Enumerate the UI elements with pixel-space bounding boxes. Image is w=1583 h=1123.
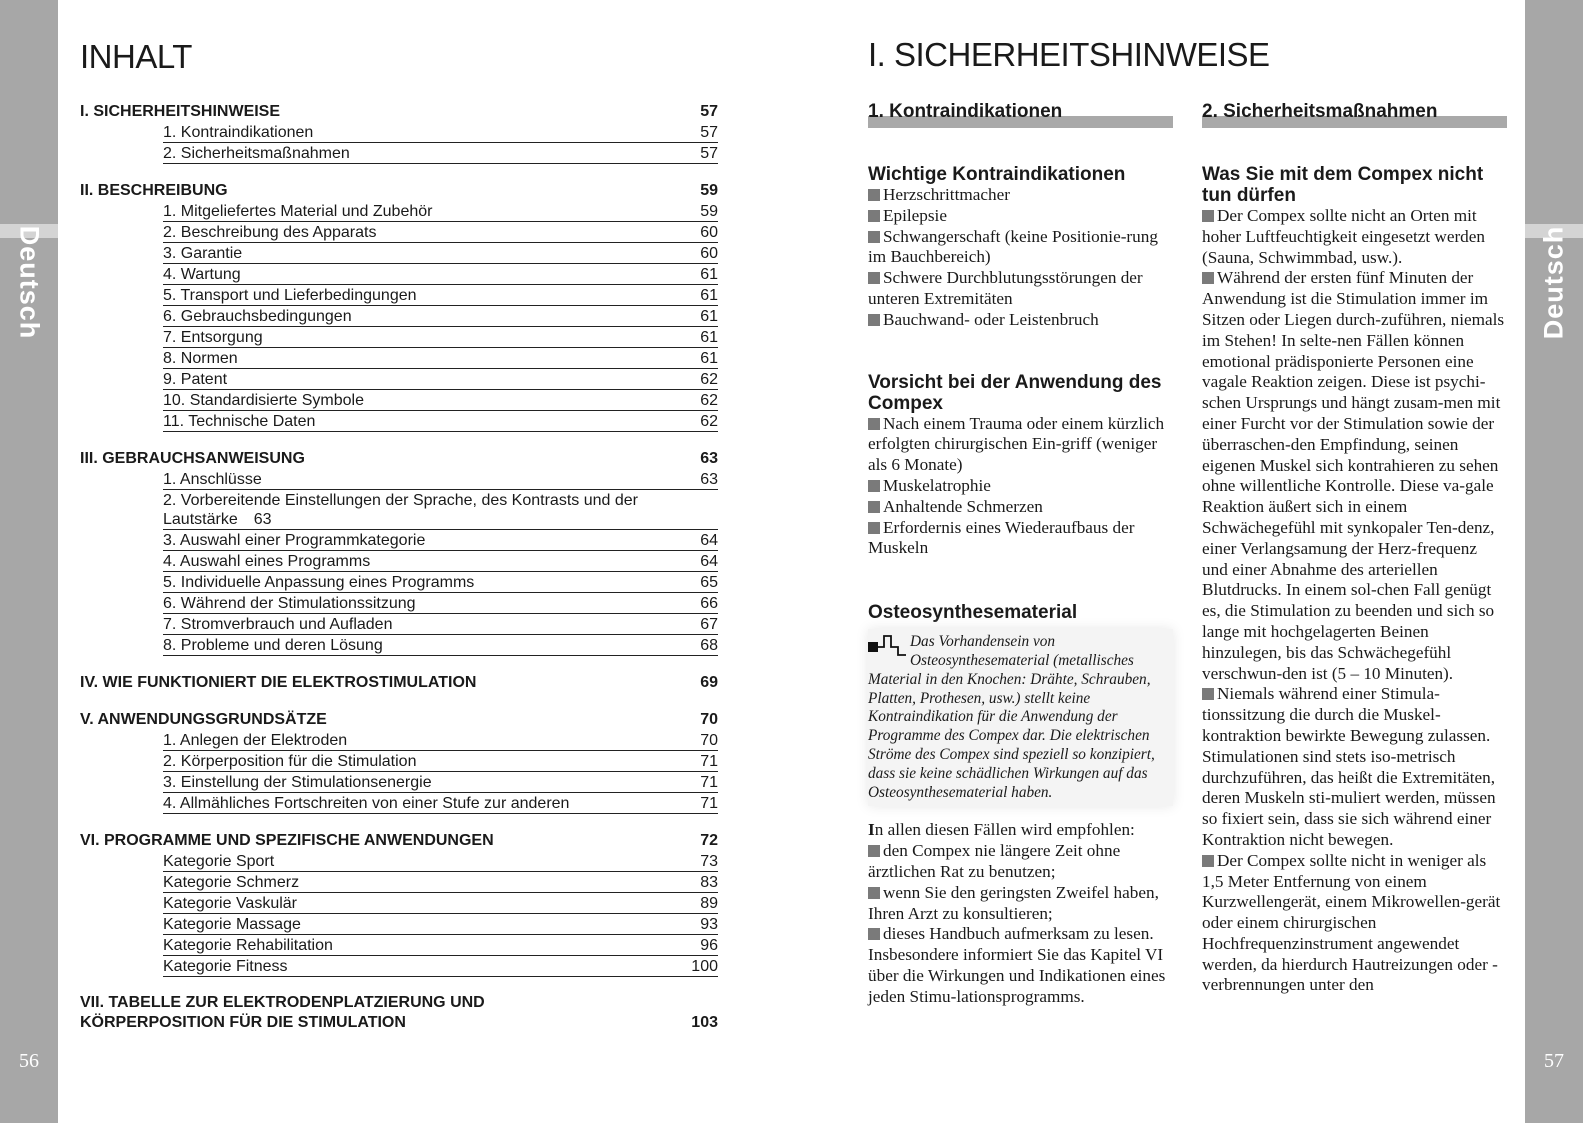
toc-items xyxy=(80,731,718,814)
list-item-text: Bauchwand- oder Leistenbruch xyxy=(883,309,1099,329)
toc-section-heading[interactable] xyxy=(80,710,718,730)
bullet-list xyxy=(868,414,1173,560)
toc-entry-page: 96 xyxy=(700,937,718,954)
toc-section-title: VII. TABELLE ZUR ELEKTRODENPLATZIERUNG UND xyxy=(80,994,485,1011)
square-bullet-icon xyxy=(868,928,880,940)
toc-section xyxy=(80,673,718,693)
toc-section xyxy=(80,710,718,814)
toc-entry[interactable] xyxy=(163,531,718,551)
toc-entry-page: 63 xyxy=(700,471,718,488)
list-item-text: Muskelatrophie xyxy=(883,475,991,495)
list-item-text: Schwere Durchblutungsstörungen der unteren Extremitäten xyxy=(868,268,1143,308)
note-text: Das Vorhandensein von Osteosynthesematerial (metallisches Material in den Knochen: Drähte, Schrauben, Platten, Prothesen, usw.) stellt keine Kontraindikation für die Anwendung der Programme des Compex dar. Die elektrischen Ströme des Compex sind speziell so konzipiert, dass sie keine schädlichen Wirkungen auf das Osteosynthesematerial haben. xyxy=(868,633,1155,801)
toc-entry-page: 66 xyxy=(700,595,718,612)
list-item-text: Niemals während einer Stimula-tionssitzung die durch die Muskel-kontraktion bewirkte Bewegung zulassen. Stimulationen sind stets iso-metrisch durchzuführen, das heißt die Extremitäten, deren Muskeln sti-muliert werden, müssen so fixiert sein, dass sie sich während einer Kontraktion nicht bewegen. xyxy=(1202,684,1496,849)
toc-entry-label: Kategorie Schmerz xyxy=(163,874,300,891)
toc-entry[interactable] xyxy=(163,265,718,285)
toc-sections xyxy=(80,102,718,977)
toc-entry-page: 64 xyxy=(700,532,718,549)
toc-section-page: 59 xyxy=(700,182,718,199)
list-item xyxy=(868,518,1173,560)
language-tab-right: Deutsch xyxy=(1538,225,1569,339)
toc-entry-page: 89 xyxy=(700,895,718,912)
toc-entry-page: 71 xyxy=(700,774,718,791)
toc-entry[interactable] xyxy=(163,752,718,772)
toc-entry[interactable] xyxy=(163,615,718,635)
toc-section xyxy=(80,449,718,656)
toc-entry-label: 2. Beschreibung des Apparats xyxy=(163,224,377,241)
toc-entry[interactable] xyxy=(163,636,718,656)
square-bullet-icon xyxy=(868,501,880,513)
toc-entry-label: 10. Standardisierte Symbole xyxy=(163,392,364,409)
square-bullet-icon xyxy=(868,522,880,534)
toc-entry[interactable] xyxy=(163,144,718,164)
toc-section-title: VI. PROGRAMME UND SPEZIFISCHE ANWENDUNGEN xyxy=(80,832,494,849)
note-box xyxy=(868,629,1173,806)
section-heading-bar xyxy=(1202,100,1507,130)
list-item xyxy=(868,414,1173,476)
toc-entry-page: 65 xyxy=(700,574,718,591)
square-bullet-icon xyxy=(1202,210,1214,222)
list-item-text: dieses Handbuch aufmerksam zu lesen. Insbesondere informiert Sie das Kapitel VI über die Wirkungen und Indikationen eines jeden Stimu-lationsprogramms. xyxy=(868,924,1166,1006)
list-item-text: Der Compex sollte nicht in weniger als 1,5 Meter Entfernung von einem Kurzwellengerät, einem Mikrowellen-gerät oder einem chirurgischen Hochfrequenzinstrument angewendet werden, da hierdurch Hautreizungen oder -verbrennungen unter den xyxy=(1202,850,1501,995)
toc-section-title: IV. WIE FUNKTIONIERT DIE ELEKTROSTIMULATION xyxy=(80,674,477,691)
toc-entry[interactable] xyxy=(163,470,718,490)
list-item-text: Anhaltende Schmerzen xyxy=(883,496,1043,516)
toc-entry[interactable] xyxy=(163,328,718,348)
toc-section xyxy=(80,102,718,164)
toc-section-title: KÖRPERPOSITION FÜR DIE STIMULATION xyxy=(80,1014,406,1031)
toc-entry[interactable] xyxy=(163,370,718,390)
list-item-text: Während der ersten fünf Minuten der Anwendung ist die Stimulation immer im Sitzen oder Liegen durch-zuführen, niemals im Stehen! In selte-nen Fällen können emotional prädisponierte Personen eine vagale Reaktion zeigen. Diese ist psychi-schen Ursprungs und hängt zusam-men mit einer Furcht vor der Stimulation sowie der überraschen-den Empfindung, seinen eigenen Muskel sich kontrahieren zu sehen ohne willentliche Kontrolle. Diese va-gale Reaktion äußert sich in einem Schwächegefühl mit synkopaler Ten-denz, einer Verlangsamung der Herz-frequenz und einer Abnahme des arteriellen Blutdrucks. In einem sol-chen Fall genügt es, die Stimulation zu beenden und sich so lange mit hochgelagerten Beinen hinzulegen, bis das Schwächegefühl verschwun-den ist (5 – 10 Minuten). xyxy=(1202,268,1505,683)
list-item xyxy=(1202,851,1507,997)
right-margin-band xyxy=(1525,0,1583,1123)
toc-entry-label: Kategorie Fitness xyxy=(163,958,288,975)
square-bullet-icon xyxy=(868,189,880,201)
bullet-list xyxy=(868,185,1173,331)
list-item xyxy=(1202,206,1507,268)
toc-entry-label: 4. Wartung xyxy=(163,266,241,283)
list-item-text: Nach einem Trauma oder einem kürzlich erfolgten chirurgischen Ein-griff (weniger als 6 Monate) xyxy=(868,413,1165,475)
note-icon xyxy=(868,633,908,659)
list-item xyxy=(868,310,1173,331)
toc-entry-label: 8. Normen xyxy=(163,350,238,367)
toc-entry[interactable] xyxy=(163,894,718,914)
toc-entry[interactable] xyxy=(163,573,718,593)
toc-entry-page: 61 xyxy=(700,350,718,367)
toc-entry-page: 93 xyxy=(700,916,718,933)
toc-entry-label: 3. Auswahl einer Programmkategorie xyxy=(163,532,426,549)
toc-section-heading[interactable] xyxy=(80,673,718,693)
language-tab-left: Deutsch xyxy=(14,225,45,339)
page-title: I. SICHERHEITSHINWEISE xyxy=(868,36,1270,73)
toc-section-heading[interactable] xyxy=(80,831,718,851)
subheading: Wichtige Kontraindikationen xyxy=(868,164,1126,185)
toc-entry-label: Kategorie Sport xyxy=(163,853,275,870)
toc-entry-page: 61 xyxy=(700,266,718,283)
list-item xyxy=(868,206,1173,227)
intro-text: n allen diesen Fällen wird empfohlen: xyxy=(874,820,1135,840)
toc-section-page: 69 xyxy=(700,674,718,691)
toc-entry-page: 83 xyxy=(700,874,718,891)
list-item-text: wenn Sie den geringsten Zweifel haben, Ihren Arzt zu konsultieren; xyxy=(868,882,1159,923)
toc-section-title: V. ANWENDUNGSGRUNDSÄTZE xyxy=(80,711,327,728)
toc-entry[interactable] xyxy=(163,852,718,872)
table-of-contents xyxy=(80,38,718,1050)
toc-entry-label: 11. Technische Daten xyxy=(163,413,316,430)
toc-entry[interactable] xyxy=(163,794,718,814)
toc-section xyxy=(80,181,718,432)
toc-entry-label: 8. Probleme und deren Lösung xyxy=(163,637,383,654)
toc-entry-page: 59 xyxy=(700,203,718,220)
toc-entry-label: 1. Anlegen der Elektroden xyxy=(163,732,348,749)
toc-entry-page: 62 xyxy=(700,392,718,409)
toc-entry-label: 2. Sicherheitsmaßnahmen xyxy=(163,145,350,162)
toc-entry[interactable] xyxy=(163,957,718,977)
square-bullet-icon xyxy=(868,480,880,492)
toc-entry-page: 100 xyxy=(691,958,718,975)
toc-entry[interactable] xyxy=(163,936,718,956)
square-bullet-icon xyxy=(868,887,880,899)
toc-entry[interactable] xyxy=(163,123,718,143)
toc-entry-page: 71 xyxy=(700,795,718,812)
toc-section-heading[interactable] xyxy=(80,181,718,201)
page-number-left: 56 xyxy=(19,1050,39,1072)
toc-entry-page: 70 xyxy=(700,732,718,749)
toc-section-heading[interactable] xyxy=(80,449,718,469)
toc-entry[interactable] xyxy=(163,412,718,432)
list-item xyxy=(868,883,1173,925)
toc-entry[interactable] xyxy=(163,202,718,222)
list-item xyxy=(868,185,1173,206)
section-heading-bar xyxy=(868,100,1173,130)
toc-entry-label: 1. Mitgeliefertes Material und Zubehör xyxy=(163,203,433,220)
toc-entry[interactable] xyxy=(163,349,718,369)
toc-entry[interactable] xyxy=(163,491,718,530)
bullet-list xyxy=(1202,206,1507,996)
toc-section-heading[interactable] xyxy=(80,102,718,122)
toc-items xyxy=(80,202,718,432)
toc-entry-label: 7. Entsorgung xyxy=(163,329,263,346)
toc-title: INHALT xyxy=(80,38,192,75)
toc-entry-label: 6. Während der Stimulationssitzung xyxy=(163,595,416,612)
toc-section-title: I. SICHERHEITSHINWEISE xyxy=(80,103,281,120)
toc-entry[interactable] xyxy=(163,244,718,264)
toc-entry[interactable] xyxy=(163,552,718,572)
toc-entry-label: 1. Anschlüsse xyxy=(163,471,262,488)
toc-entry-page: 61 xyxy=(700,287,718,304)
toc-entry-page: 61 xyxy=(700,329,718,346)
list-item xyxy=(1202,268,1507,684)
bullet-list xyxy=(868,841,1173,1007)
toc-entry-page: 60 xyxy=(700,224,718,241)
section-heading: 2. Sicherheitsmaßnahmen xyxy=(1202,101,1438,122)
toc-entry-label: Kategorie Rehabilitation xyxy=(163,937,333,954)
square-bullet-icon xyxy=(1202,688,1214,700)
toc-section-page: 57 xyxy=(700,103,718,120)
toc-entry-label: 6. Gebrauchsbedingungen xyxy=(163,308,352,325)
toc-entry[interactable] xyxy=(163,286,718,306)
toc-entry-label: 5. Individuelle Anpassung eines Programms xyxy=(163,574,475,591)
toc-section-page: 70 xyxy=(700,711,718,728)
toc-entry-page: 71 xyxy=(700,753,718,770)
toc-entry-page: 62 xyxy=(700,413,718,430)
toc-section-page: 103 xyxy=(691,1014,718,1031)
toc-entry-label: 1. Kontraindikationen xyxy=(163,124,314,141)
toc-entry-label: Kategorie Vaskulär xyxy=(163,895,297,912)
toc-entry-label: 7. Stromverbrauch und Aufladen xyxy=(163,616,393,633)
list-item-text: Erfordernis eines Wiederaufbaus der Muskeln xyxy=(868,517,1135,558)
toc-entry[interactable] xyxy=(163,773,718,793)
toc-items xyxy=(80,470,718,656)
toc-items xyxy=(80,852,718,977)
toc-section-title: II. BESCHREIBUNG xyxy=(80,182,228,199)
toc-section xyxy=(80,831,718,977)
toc-entry[interactable] xyxy=(163,223,718,243)
toc-section-page: 63 xyxy=(700,450,718,467)
toc-entry-page: 57 xyxy=(700,124,718,141)
list-item xyxy=(868,268,1173,310)
subheading: Was Sie mit dem Compex nicht tun dürfen xyxy=(1202,164,1484,206)
toc-entry-page: 68 xyxy=(700,637,718,654)
toc-entry-label: 3. Einstellung der Stimulationsenergie xyxy=(163,774,432,791)
toc-entry[interactable] xyxy=(163,594,718,614)
toc-entry-page: 67 xyxy=(700,616,718,633)
square-bullet-icon xyxy=(868,418,880,430)
column-contraindications xyxy=(868,100,1173,1008)
list-item-text: Herzschrittmacher xyxy=(883,185,1010,204)
section-heading: 1. Kontraindikationen xyxy=(868,101,1063,122)
page-number-right: 57 xyxy=(1544,1050,1564,1072)
list-item xyxy=(868,924,1173,1007)
toc-entry[interactable] xyxy=(163,915,718,935)
toc-section-page: 72 xyxy=(700,832,718,849)
list-item xyxy=(868,227,1173,269)
list-item xyxy=(868,476,1173,497)
toc-entry-label: 4. Allmähliches Fortschreiten von einer Stufe zur anderen xyxy=(163,795,570,812)
square-bullet-icon xyxy=(868,210,880,222)
list-item-text: Schwangerschaft (keine Positionie-rung im Bauchbereich) xyxy=(868,226,1158,267)
square-bullet-icon xyxy=(1202,855,1214,867)
list-item xyxy=(868,497,1173,518)
toc-section-title: III. GEBRAUCHSANWEISUNG xyxy=(80,450,305,467)
list-item-text: den Compex nie längere Zeit ohne ärztlichen Rat zu benutzen; xyxy=(868,841,1121,881)
toc-entry[interactable] xyxy=(163,731,718,751)
toc-entry-page: 73 xyxy=(700,853,718,870)
square-bullet-icon xyxy=(868,272,880,284)
toc-entry[interactable] xyxy=(163,873,718,893)
toc-entry-page: 64 xyxy=(700,553,718,570)
toc-entry-label: 2. Vorbereitende Einstellungen der Sprache, des Kontrasts und der Lautstärke xyxy=(163,492,638,528)
toc-entry-page: 57 xyxy=(700,145,718,162)
square-bullet-icon xyxy=(868,231,880,243)
toc-items xyxy=(80,123,718,164)
recommendation-text xyxy=(868,820,1173,1007)
toc-entry[interactable] xyxy=(163,391,718,411)
toc-entry-page: 61 xyxy=(700,308,718,325)
square-bullet-icon xyxy=(1202,272,1214,284)
toc-entry-label: 5. Transport und Lieferbedingungen xyxy=(163,287,417,304)
square-bullet-icon xyxy=(868,314,880,326)
left-margin-band xyxy=(0,0,58,1123)
square-bullet-icon xyxy=(868,845,880,857)
drop-initial: I xyxy=(868,820,875,840)
list-item xyxy=(868,841,1173,883)
list-item-text: Der Compex sollte nicht an Orten mit hoher Luftfeuchtigkeit eingesetzt werden (Sauna, Schwimmbad, usw.). xyxy=(1202,206,1485,267)
toc-entry-page: 62 xyxy=(700,371,718,388)
toc-entry-label: Kategorie Massage xyxy=(163,916,301,933)
toc-entry-page: 60 xyxy=(700,245,718,262)
list-item-text: Epilepsie xyxy=(883,205,947,225)
toc-entry[interactable] xyxy=(163,307,718,327)
subheading: Osteosynthesematerial xyxy=(868,602,1078,624)
subheading: Vorsicht bei der Anwendung des Compex xyxy=(868,371,1162,414)
toc-entry-label: 2. Körperposition für die Stimulation xyxy=(163,753,417,770)
toc-entry-label: 3. Garantie xyxy=(163,245,243,262)
toc-entry-label: 9. Patent xyxy=(163,371,228,388)
toc-entry-page: 63 xyxy=(253,511,272,528)
toc-section-final[interactable] xyxy=(80,993,718,1033)
list-item xyxy=(1202,684,1507,850)
toc-entry-label: 4. Auswahl eines Programms xyxy=(163,553,371,570)
column-safety-measures xyxy=(1202,100,1507,996)
